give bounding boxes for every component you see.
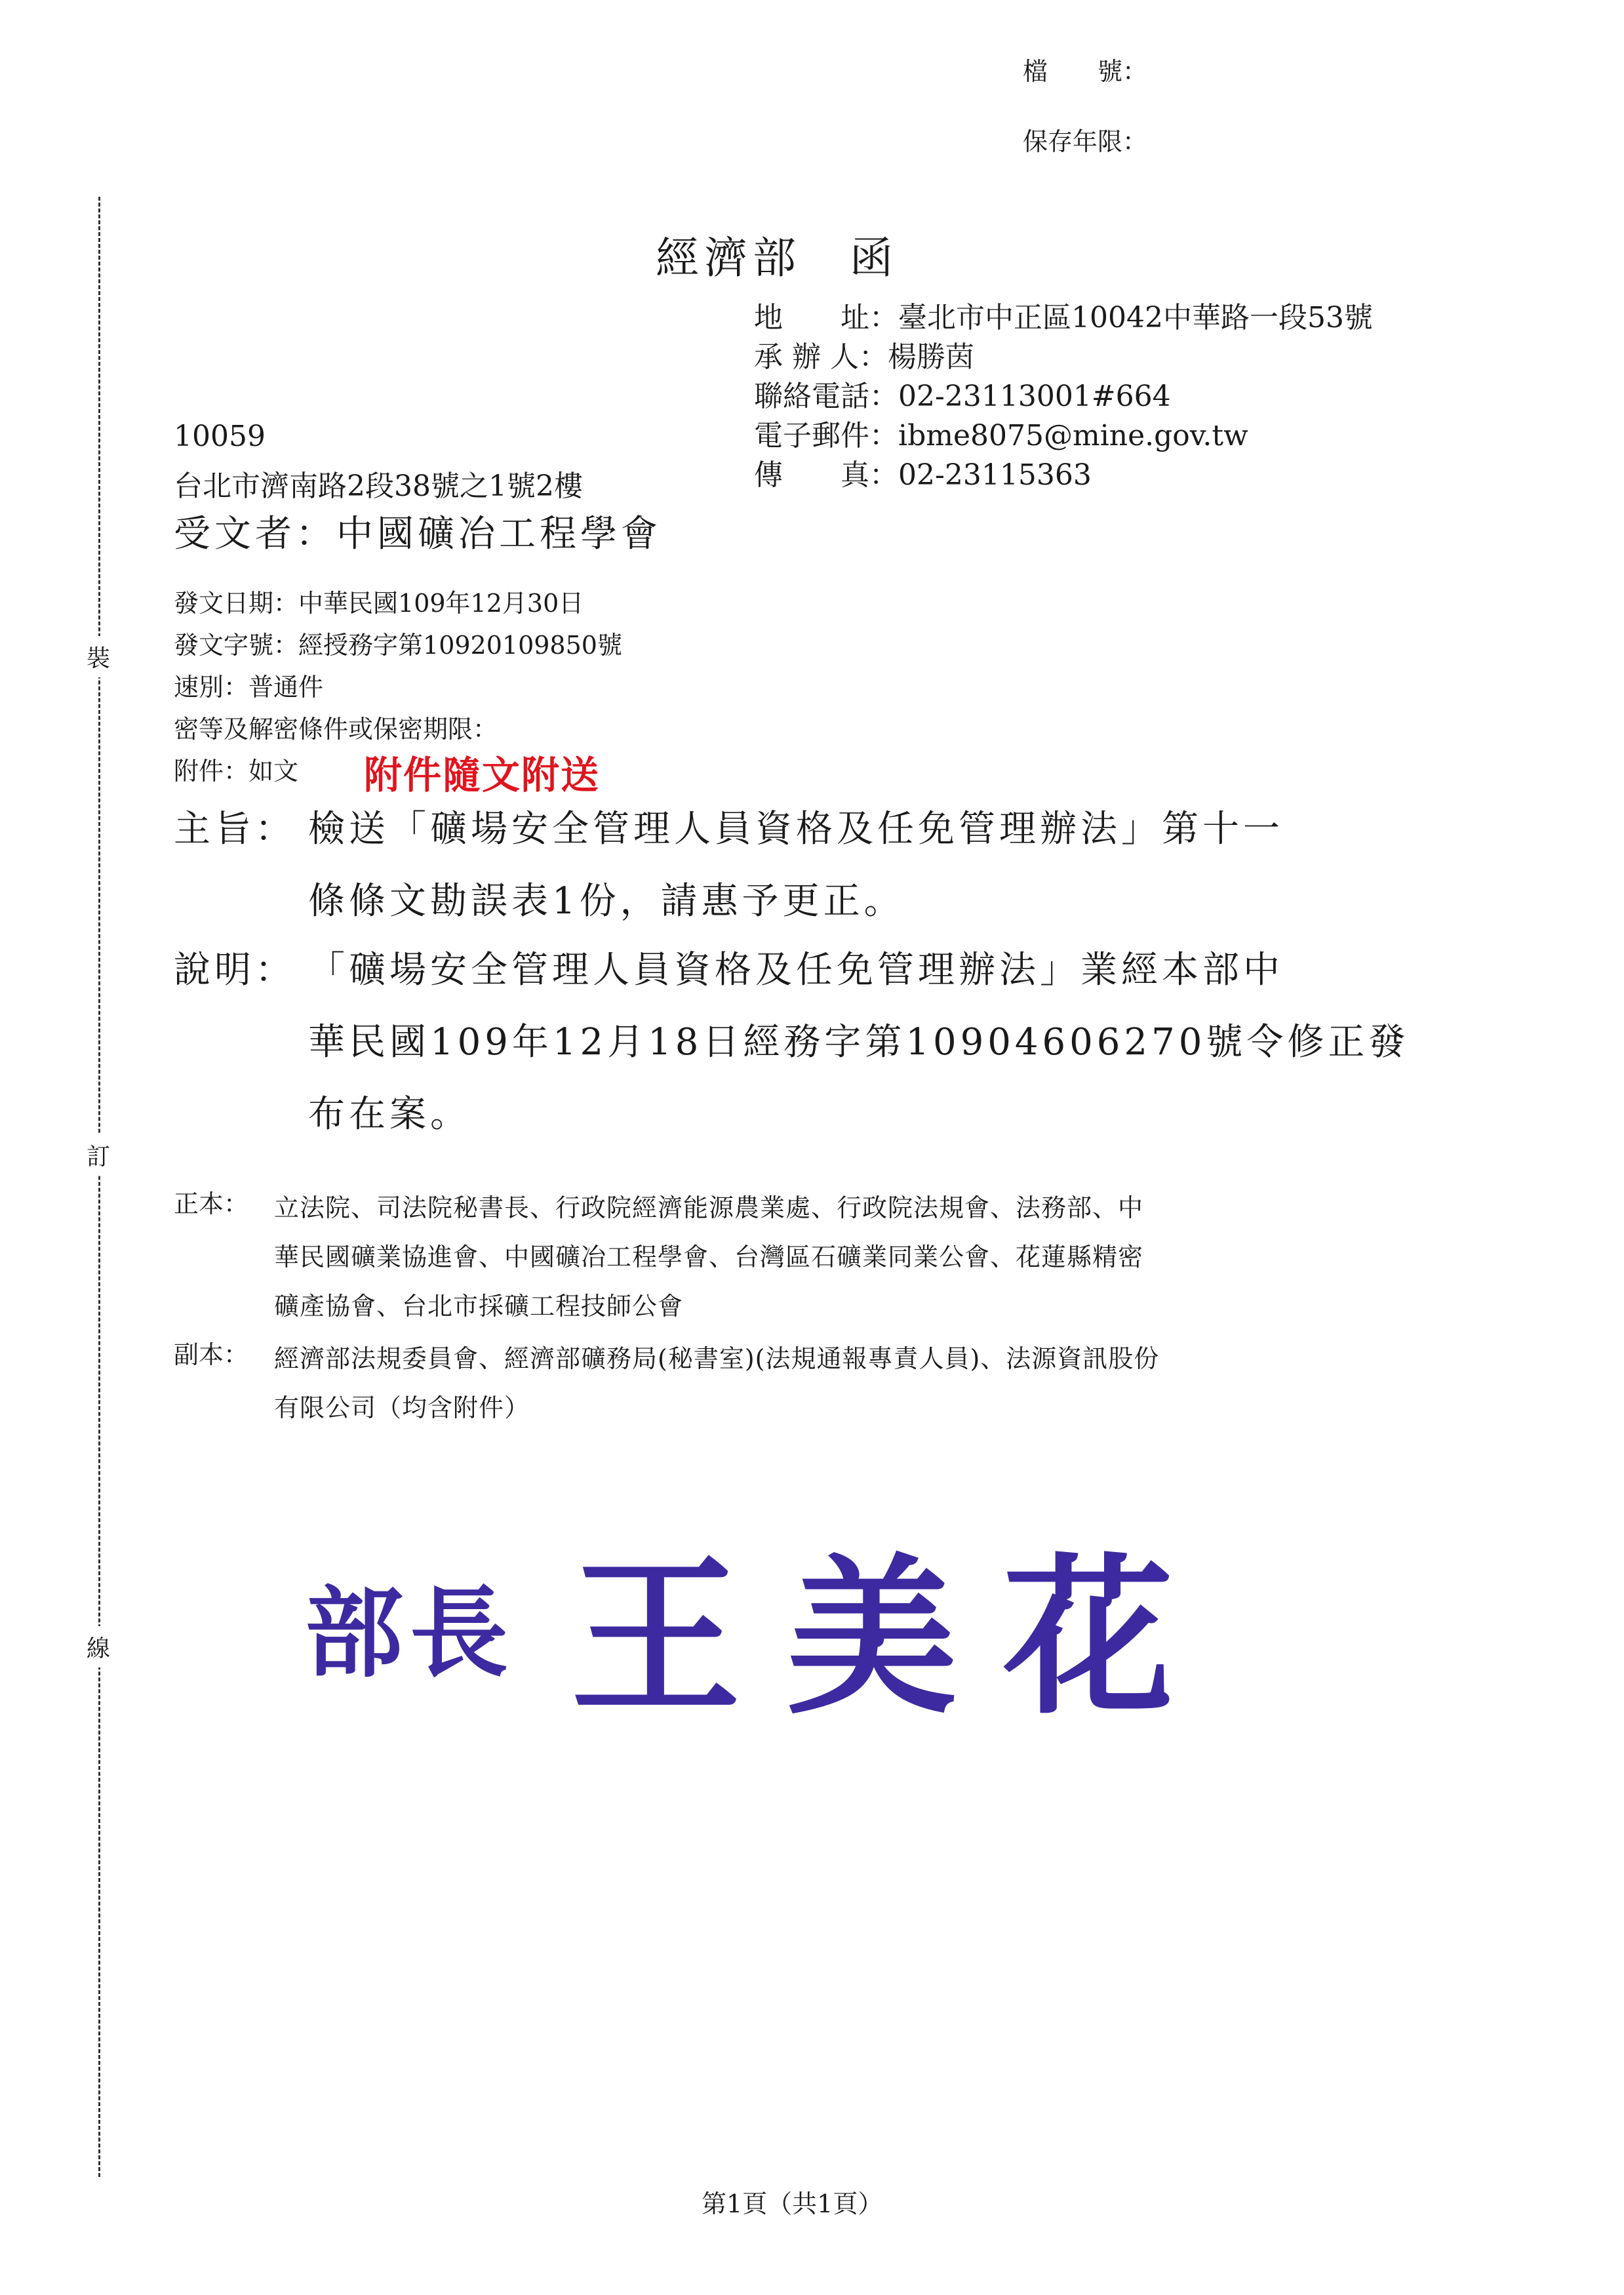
explanation-line-1: 「礦場安全管理人員資格及任免管理辦法」業經本部中 <box>308 949 1284 991</box>
speed-value: 普通件 <box>248 673 324 702</box>
explanation-line-2: 華民國109年12月18日經務字第10904606270號令修正發 <box>308 1021 1410 1064</box>
doc-number-value: 經授務字第10920109850號 <box>298 631 622 660</box>
doc-number-row <box>174 624 622 666</box>
phone-label: 聯絡電話： <box>754 380 898 413</box>
handler-label: 承 辦 人： <box>754 340 888 374</box>
fax-row <box>754 456 1373 495</box>
email-label: 電子郵件： <box>754 419 898 452</box>
binding-mark-xian: 線 <box>87 1626 110 1667</box>
signature-name: 王美花 <box>570 1540 1219 1738</box>
phone-value: 02-23113001#664 <box>898 380 1171 413</box>
attachment-stamp: 附件隨文附送 <box>364 753 601 797</box>
page-number: 第1頁（共1頁） <box>702 2189 883 2218</box>
main-recipients <box>274 1184 1143 1331</box>
postal-code: 10059 <box>174 420 266 453</box>
main-recipients-label: 正本： <box>174 1189 249 1218</box>
receiver-name: 中國礦冶工程學會 <box>336 513 662 555</box>
speed-row <box>174 666 622 708</box>
subject-line-2: 條條文勘誤表1份，請惠予更正。 <box>308 880 905 923</box>
date-row <box>174 582 622 624</box>
binding-mark-ding: 訂 <box>87 1134 110 1176</box>
main-recipients-line-2: 華民國礦業協進會、中國礦冶工程學會、台灣區石礦業同業公會、花蓮縣精密 <box>274 1243 1144 1271</box>
subject-label: 主旨： <box>174 808 296 850</box>
secrecy-label: 密等及解密條件或保密期限： <box>174 715 498 744</box>
handler-row <box>754 338 1373 377</box>
address-label: 地 址： <box>754 301 898 334</box>
copy-recipients-line-1: 經濟部法規委員會、經濟部礦務局(秘書室)(法規通報專責人員)、法源資訊股份 <box>274 1344 1160 1373</box>
date-label: 發文日期： <box>174 589 299 618</box>
attachment-label: 附件： <box>174 757 249 786</box>
binding-line <box>98 197 100 2177</box>
main-recipients-line-1: 立法院、司法院秘書長、行政院經濟能源農業處、行政院法規會、法務部、中 <box>274 1193 1144 1222</box>
address-value: 臺北市中正區10042中華路一段53號 <box>898 301 1373 334</box>
speed-label: 速別： <box>174 673 249 702</box>
attachment-value: 如文 <box>248 757 299 786</box>
explanation-label: 說明： <box>174 949 296 991</box>
fax-value: 02-23115363 <box>898 458 1092 492</box>
recipient-address: 台北市濟南路2段38號之1號2樓 <box>174 469 583 503</box>
recipient-row <box>174 505 662 557</box>
file-number-label: 檔 號： <box>1023 57 1148 86</box>
copy-recipients-line-2: 有限公司（均含附件） <box>274 1393 530 1422</box>
doc-number-label: 發文字號： <box>174 631 299 660</box>
date-value: 中華民國109年12月30日 <box>298 589 584 618</box>
phone-row <box>754 377 1373 416</box>
address-row <box>754 298 1373 338</box>
copy-recipients <box>274 1334 1159 1433</box>
email-value: ibme8075@mine.gov.tw <box>898 419 1248 452</box>
subject-line-1: 檢送「礦場安全管理人員資格及任免管理辦法」第十一 <box>308 808 1284 850</box>
signature-title: 部長 <box>305 1577 515 1691</box>
handler-value: 楊勝茵 <box>887 340 974 374</box>
copy-recipients-label: 副本： <box>174 1340 249 1369</box>
explanation-line-3: 布在案。 <box>308 1093 471 1136</box>
receiver-label: 受文者： <box>174 513 336 555</box>
binding-mark-zhuang: 裝 <box>87 636 110 677</box>
main-recipients-line-3: 礦產協會、台北市採礦工程技師公會 <box>274 1292 684 1321</box>
sender-info <box>754 298 1373 495</box>
page-title: 經濟部 函 <box>656 233 898 283</box>
retention-period-label: 保存年限： <box>1023 127 1148 156</box>
fax-label: 傳 真： <box>754 458 898 492</box>
email-row <box>754 416 1373 456</box>
